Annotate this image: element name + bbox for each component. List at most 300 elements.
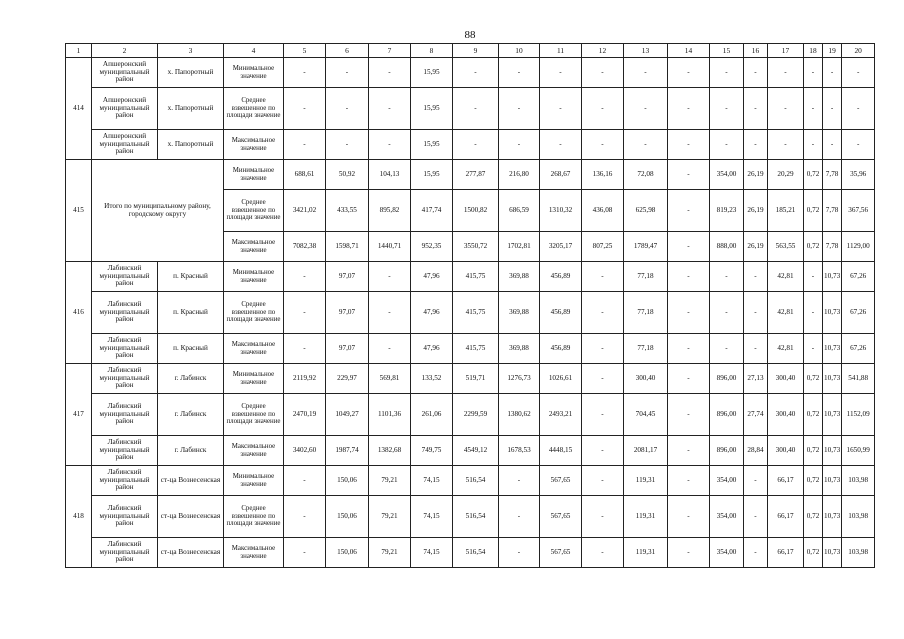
value-cell: 415,75	[453, 262, 499, 292]
value-cell: 300,40	[768, 364, 804, 394]
table-row	[66, 88, 875, 130]
value-cell: 0,72	[804, 436, 823, 466]
value-cell: 77,18	[624, 262, 668, 292]
table-row	[66, 160, 875, 190]
value-cell: 417,74	[411, 190, 453, 232]
district-cell: Лабинский муниципальный район	[92, 364, 158, 394]
value-cell: 15,95	[411, 160, 453, 190]
value-cell: -	[540, 58, 582, 88]
value-cell: -	[499, 466, 540, 496]
value-cell: 1440,71	[369, 232, 411, 262]
value-cell: -	[582, 538, 624, 568]
value-cell: 42,81	[768, 292, 804, 334]
value-cell: -	[768, 130, 804, 160]
value-cell: 97,07	[326, 292, 369, 334]
column-header-4: 4	[224, 44, 284, 58]
district-cell: Лабинский муниципальный район	[92, 538, 158, 568]
value-cell: 807,25	[582, 232, 624, 262]
value-cell: 10,73	[823, 466, 842, 496]
value-cell: 79,21	[369, 496, 411, 538]
table-row	[66, 436, 875, 466]
value-cell: 10,73	[823, 262, 842, 292]
value-cell: 433,55	[326, 190, 369, 232]
value-cell: -	[326, 58, 369, 88]
value-cell: 1987,74	[326, 436, 369, 466]
statistic-cell: Минимальное значение	[224, 466, 284, 496]
statistic-cell: Минимальное значение	[224, 58, 284, 88]
district-cell: Лабинский муниципальный район	[92, 466, 158, 496]
value-cell: 261,06	[411, 394, 453, 436]
statistic-cell: Среднее взвешенное по площади значение	[224, 394, 284, 436]
value-cell: 456,89	[540, 262, 582, 292]
value-cell: -	[582, 364, 624, 394]
value-cell: 895,82	[369, 190, 411, 232]
value-cell: 369,88	[499, 292, 540, 334]
value-cell: -	[369, 262, 411, 292]
value-cell: 896,00	[710, 436, 744, 466]
value-cell: 1598,71	[326, 232, 369, 262]
statistic-cell: Максимальное значение	[224, 232, 284, 262]
value-cell: -	[710, 88, 744, 130]
value-cell: 10,73	[823, 394, 842, 436]
value-cell: -	[804, 262, 823, 292]
value-cell: 436,08	[582, 190, 624, 232]
value-cell: -	[668, 394, 710, 436]
statistic-cell: Минимальное значение	[224, 364, 284, 394]
group-total-label: Итого по муниципальному району, городскому округу	[92, 160, 224, 262]
value-cell: -	[842, 58, 875, 88]
value-cell: 369,88	[499, 262, 540, 292]
statistic-cell: Минимальное значение	[224, 262, 284, 292]
value-cell: 72,08	[624, 160, 668, 190]
value-cell: 47,96	[411, 334, 453, 364]
value-cell: 66,17	[768, 466, 804, 496]
district-cell: Апшеронский муниципальный район	[92, 88, 158, 130]
value-cell: 2470,19	[284, 394, 326, 436]
settlement-cell: п. Красный	[158, 262, 224, 292]
value-cell: 47,96	[411, 292, 453, 334]
value-cell: 7,78	[823, 232, 842, 262]
value-cell: 519,71	[453, 364, 499, 394]
settlement-cell: г. Лабинск	[158, 394, 224, 436]
value-cell: 150,06	[326, 538, 369, 568]
row-group-number: 415	[66, 160, 92, 262]
value-cell: 354,00	[710, 466, 744, 496]
value-cell: -	[582, 496, 624, 538]
value-cell: 7,78	[823, 160, 842, 190]
value-cell: -	[582, 334, 624, 364]
district-cell: Апшеронский муниципальный район	[92, 58, 158, 88]
header-row	[66, 44, 875, 58]
value-cell: 1129,00	[842, 232, 875, 262]
row-group-number: 414	[66, 58, 92, 160]
table-row	[66, 130, 875, 160]
value-cell: 2299,59	[453, 394, 499, 436]
value-cell: 819,23	[710, 190, 744, 232]
value-cell: 354,00	[710, 538, 744, 568]
value-cell: -	[823, 58, 842, 88]
data-table	[65, 43, 875, 568]
value-cell: 1026,61	[540, 364, 582, 394]
statistic-cell: Максимальное значение	[224, 334, 284, 364]
table-body	[66, 44, 875, 568]
statistic-cell: Минимальное значение	[224, 160, 284, 190]
value-cell: 15,95	[411, 58, 453, 88]
column-header-3: 3	[158, 44, 224, 58]
value-cell: -	[744, 88, 768, 130]
value-cell: -	[710, 334, 744, 364]
column-header-20: 20	[842, 44, 875, 58]
table-row	[66, 538, 875, 568]
column-header-1: 1	[66, 44, 92, 58]
value-cell: 26,19	[744, 190, 768, 232]
value-cell: -	[453, 130, 499, 160]
value-cell: -	[284, 496, 326, 538]
district-cell: Лабинский муниципальный район	[92, 394, 158, 436]
statistic-cell: Максимальное значение	[224, 538, 284, 568]
district-cell: Лабинский муниципальный район	[92, 262, 158, 292]
table-row	[66, 394, 875, 436]
value-cell: -	[326, 130, 369, 160]
value-cell: 516,54	[453, 466, 499, 496]
column-header-12: 12	[582, 44, 624, 58]
value-cell: 79,21	[369, 466, 411, 496]
value-cell: 3205,17	[540, 232, 582, 262]
value-cell: 896,00	[710, 364, 744, 394]
value-cell: 0,72	[804, 538, 823, 568]
value-cell: 3421,02	[284, 190, 326, 232]
table-row	[66, 58, 875, 88]
value-cell: -	[744, 466, 768, 496]
value-cell: -	[369, 292, 411, 334]
value-cell: 42,81	[768, 334, 804, 364]
value-cell: -	[668, 130, 710, 160]
value-cell: 150,06	[326, 466, 369, 496]
value-cell: -	[804, 88, 823, 130]
value-cell: 1500,82	[453, 190, 499, 232]
value-cell: -	[453, 58, 499, 88]
value-cell: -	[540, 130, 582, 160]
value-cell: -	[284, 334, 326, 364]
value-cell: -	[582, 88, 624, 130]
statistic-cell: Среднее взвешенное по площади значение	[224, 496, 284, 538]
value-cell: -	[582, 466, 624, 496]
value-cell: 119,31	[624, 538, 668, 568]
value-cell: -	[284, 58, 326, 88]
value-cell: 26,19	[744, 160, 768, 190]
value-cell: -	[582, 394, 624, 436]
value-cell: -	[668, 262, 710, 292]
table-row	[66, 292, 875, 334]
value-cell: 300,40	[768, 394, 804, 436]
column-header-18: 18	[804, 44, 823, 58]
value-cell: 47,96	[411, 262, 453, 292]
value-cell: 0,72	[804, 394, 823, 436]
value-cell: 0,72	[804, 190, 823, 232]
value-cell: -	[842, 88, 875, 130]
value-cell: 79,21	[369, 538, 411, 568]
value-cell: 74,15	[411, 466, 453, 496]
value-cell: 10,73	[823, 538, 842, 568]
value-cell: 3550,72	[453, 232, 499, 262]
value-cell: -	[823, 88, 842, 130]
value-cell: 27,74	[744, 394, 768, 436]
value-cell: 97,07	[326, 334, 369, 364]
value-cell: -	[710, 130, 744, 160]
value-cell: 415,75	[453, 334, 499, 364]
statistic-cell: Максимальное значение	[224, 130, 284, 160]
value-cell: 103,98	[842, 466, 875, 496]
value-cell: -	[369, 58, 411, 88]
value-cell: 67,26	[842, 262, 875, 292]
table-row	[66, 466, 875, 496]
value-cell: -	[499, 130, 540, 160]
column-header-15: 15	[710, 44, 744, 58]
value-cell: 4448,15	[540, 436, 582, 466]
value-cell: -	[284, 88, 326, 130]
value-cell: 66,17	[768, 538, 804, 568]
value-cell: -	[582, 262, 624, 292]
value-cell: -	[582, 292, 624, 334]
value-cell: -	[804, 130, 823, 160]
value-cell: -	[804, 292, 823, 334]
value-cell: 1101,36	[369, 394, 411, 436]
value-cell: -	[453, 88, 499, 130]
value-cell: -	[710, 292, 744, 334]
value-cell: -	[668, 334, 710, 364]
column-header-11: 11	[540, 44, 582, 58]
district-cell: Лабинский муниципальный район	[92, 292, 158, 334]
value-cell: -	[582, 436, 624, 466]
value-cell: 4549,12	[453, 436, 499, 466]
value-cell: 354,00	[710, 160, 744, 190]
value-cell: 28,84	[744, 436, 768, 466]
column-header-7: 7	[369, 44, 411, 58]
value-cell: 0,72	[804, 496, 823, 538]
column-header-2: 2	[92, 44, 158, 58]
settlement-cell: п. Красный	[158, 292, 224, 334]
value-cell: 569,81	[369, 364, 411, 394]
value-cell: 2119,92	[284, 364, 326, 394]
column-header-17: 17	[768, 44, 804, 58]
value-cell: 456,89	[540, 292, 582, 334]
value-cell: 0,72	[804, 364, 823, 394]
value-cell: -	[624, 58, 668, 88]
value-cell: 104,13	[369, 160, 411, 190]
value-cell: 1049,27	[326, 394, 369, 436]
value-cell: 367,56	[842, 190, 875, 232]
value-cell: 567,65	[540, 496, 582, 538]
value-cell: -	[668, 364, 710, 394]
table-row	[66, 334, 875, 364]
value-cell: 1789,47	[624, 232, 668, 262]
value-cell: 369,88	[499, 334, 540, 364]
value-cell: 50,92	[326, 160, 369, 190]
value-cell: -	[668, 436, 710, 466]
value-cell: 136,16	[582, 160, 624, 190]
value-cell: -	[499, 538, 540, 568]
value-cell: 2081,17	[624, 436, 668, 466]
value-cell: 26,19	[744, 232, 768, 262]
value-cell: 1382,68	[369, 436, 411, 466]
table-row	[66, 496, 875, 538]
value-cell: 415,75	[453, 292, 499, 334]
value-cell: 20,29	[768, 160, 804, 190]
value-cell: 563,55	[768, 232, 804, 262]
table-row	[66, 364, 875, 394]
column-header-10: 10	[499, 44, 540, 58]
column-header-16: 16	[744, 44, 768, 58]
value-cell: -	[540, 88, 582, 130]
district-cell: Лабинский муниципальный район	[92, 496, 158, 538]
value-cell: 103,98	[842, 496, 875, 538]
value-cell: 150,06	[326, 496, 369, 538]
value-cell: 97,07	[326, 262, 369, 292]
value-cell: -	[744, 292, 768, 334]
value-cell: 229,97	[326, 364, 369, 394]
page-number: 88	[464, 29, 476, 41]
value-cell: -	[668, 160, 710, 190]
value-cell: -	[284, 262, 326, 292]
value-cell: -	[499, 58, 540, 88]
value-cell: 10,73	[823, 496, 842, 538]
value-cell: 1152,09	[842, 394, 875, 436]
value-cell: 888,00	[710, 232, 744, 262]
statistic-cell: Среднее взвешенное по площади значение	[224, 190, 284, 232]
district-cell: Лабинский муниципальный район	[92, 334, 158, 364]
value-cell: 15,95	[411, 130, 453, 160]
value-cell: 66,17	[768, 496, 804, 538]
value-cell: 688,61	[284, 160, 326, 190]
value-cell: 0,72	[804, 466, 823, 496]
column-header-8: 8	[411, 44, 453, 58]
value-cell: 77,18	[624, 334, 668, 364]
value-cell: 300,40	[768, 436, 804, 466]
value-cell: 896,00	[710, 394, 744, 436]
settlement-cell: г. Лабинск	[158, 436, 224, 466]
value-cell: 77,18	[624, 292, 668, 334]
value-cell: 0,72	[804, 232, 823, 262]
value-cell: -	[744, 262, 768, 292]
value-cell: 1276,73	[499, 364, 540, 394]
value-cell: -	[284, 130, 326, 160]
value-cell: -	[668, 190, 710, 232]
value-cell: -	[369, 130, 411, 160]
district-cell: Лабинский муниципальный район	[92, 436, 158, 466]
value-cell: -	[823, 130, 842, 160]
value-cell: 15,95	[411, 88, 453, 130]
value-cell: 7082,38	[284, 232, 326, 262]
value-cell: -	[668, 232, 710, 262]
value-cell: -	[668, 58, 710, 88]
value-cell: 10,73	[823, 364, 842, 394]
value-cell: 541,88	[842, 364, 875, 394]
value-cell: 1650,99	[842, 436, 875, 466]
value-cell: 74,15	[411, 496, 453, 538]
value-cell: -	[326, 88, 369, 130]
column-header-14: 14	[668, 44, 710, 58]
value-cell: 354,00	[710, 496, 744, 538]
settlement-cell: г. Лабинск	[158, 364, 224, 394]
value-cell: 567,65	[540, 466, 582, 496]
value-cell: 10,73	[823, 292, 842, 334]
value-cell: -	[284, 292, 326, 334]
value-cell: 456,89	[540, 334, 582, 364]
column-header-19: 19	[823, 44, 842, 58]
table-row	[66, 262, 875, 292]
value-cell: -	[744, 334, 768, 364]
value-cell: -	[744, 58, 768, 88]
value-cell: 516,54	[453, 538, 499, 568]
value-cell: -	[668, 292, 710, 334]
value-cell: 300,40	[624, 364, 668, 394]
row-group-number: 417	[66, 364, 92, 466]
value-cell: 67,26	[842, 334, 875, 364]
value-cell: 567,65	[540, 538, 582, 568]
value-cell: 2493,21	[540, 394, 582, 436]
settlement-cell: п. Красный	[158, 334, 224, 364]
value-cell: -	[284, 466, 326, 496]
value-cell: -	[624, 130, 668, 160]
column-header-6: 6	[326, 44, 369, 58]
value-cell: -	[668, 496, 710, 538]
district-cell: Апшеронский муниципальный район	[92, 130, 158, 160]
value-cell: 35,96	[842, 160, 875, 190]
value-cell: 7,78	[823, 190, 842, 232]
value-cell: 516,54	[453, 496, 499, 538]
value-cell: 119,31	[624, 466, 668, 496]
value-cell: 1702,81	[499, 232, 540, 262]
value-cell: 704,45	[624, 394, 668, 436]
value-cell: -	[668, 538, 710, 568]
column-header-13: 13	[624, 44, 668, 58]
settlement-cell: ст-ца Вознесенская	[158, 496, 224, 538]
column-header-9: 9	[453, 44, 499, 58]
value-cell: -	[582, 130, 624, 160]
value-cell: 625,98	[624, 190, 668, 232]
value-cell: -	[668, 466, 710, 496]
value-cell: 10,73	[823, 334, 842, 364]
value-cell: 42,81	[768, 262, 804, 292]
value-cell: -	[284, 538, 326, 568]
value-cell: -	[744, 538, 768, 568]
value-cell: -	[804, 58, 823, 88]
value-cell: 27,13	[744, 364, 768, 394]
value-cell: -	[710, 262, 744, 292]
value-cell: 0,72	[804, 160, 823, 190]
value-cell: -	[624, 88, 668, 130]
value-cell: -	[842, 130, 875, 160]
value-cell: 10,73	[823, 436, 842, 466]
row-group-number: 416	[66, 262, 92, 364]
statistic-cell: Среднее взвешенное по площади значение	[224, 88, 284, 130]
value-cell: -	[710, 58, 744, 88]
value-cell: -	[369, 88, 411, 130]
value-cell: 277,87	[453, 160, 499, 190]
value-cell: -	[369, 334, 411, 364]
settlement-cell: х. Папоротный	[158, 58, 224, 88]
value-cell: 1380,62	[499, 394, 540, 436]
value-cell: -	[744, 130, 768, 160]
statistic-cell: Среднее взвешенное по площади значение	[224, 292, 284, 334]
value-cell: 74,15	[411, 538, 453, 568]
value-cell: 103,98	[842, 538, 875, 568]
statistic-cell: Максимальное значение	[224, 436, 284, 466]
value-cell: 185,21	[768, 190, 804, 232]
settlement-cell: х. Папоротный	[158, 130, 224, 160]
value-cell: -	[582, 58, 624, 88]
column-header-5: 5	[284, 44, 326, 58]
